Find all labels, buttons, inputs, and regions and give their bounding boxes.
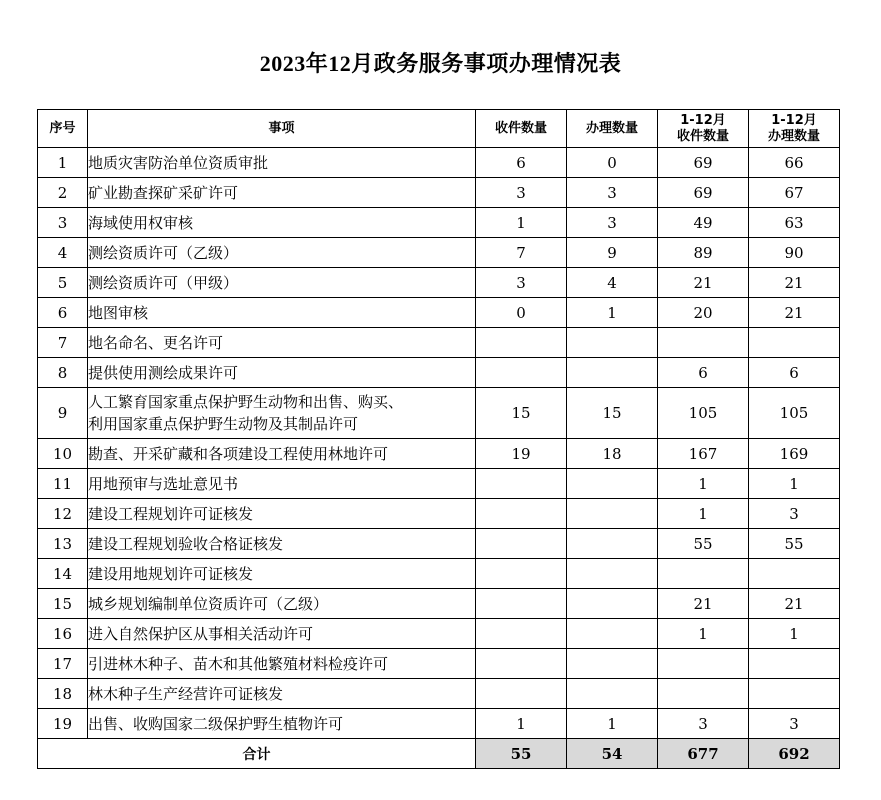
header-received: 收件数量	[476, 110, 567, 148]
total-received: 55	[476, 739, 567, 769]
cell-received: 15	[476, 388, 567, 439]
cell-ytd-handled: 21	[749, 298, 840, 328]
table-row	[38, 529, 840, 559]
table-row	[38, 559, 840, 589]
cell-ytd-handled: 6	[749, 358, 840, 388]
cell-ytd-received	[658, 649, 749, 679]
cell-ytd-handled: 21	[749, 268, 840, 298]
cell-handled	[567, 679, 658, 709]
cell-received	[476, 358, 567, 388]
cell-ytd-handled: 1	[749, 619, 840, 649]
cell-ytd-handled: 1	[749, 469, 840, 499]
cell-ytd-received: 3	[658, 709, 749, 739]
cell-seq: 14	[38, 559, 88, 589]
table-row	[38, 649, 840, 679]
cell-item: 建设工程规划验收合格证核发	[88, 529, 476, 559]
cell-item: 出售、收购国家二级保护野生植物许可	[88, 709, 476, 739]
cell-handled: 3	[567, 178, 658, 208]
cell-ytd-handled: 90	[749, 238, 840, 268]
cell-ytd-handled: 3	[749, 709, 840, 739]
table-row	[38, 328, 840, 358]
cell-received: 0	[476, 298, 567, 328]
header-item: 事项	[88, 110, 476, 148]
cell-item: 海域使用权审核	[88, 208, 476, 238]
cell-seq: 9	[38, 388, 88, 439]
cell-seq: 10	[38, 439, 88, 469]
cell-ytd-received: 20	[658, 298, 749, 328]
table-row	[38, 238, 840, 268]
table-row	[38, 679, 840, 709]
cell-received: 1	[476, 709, 567, 739]
service-items-table	[37, 109, 840, 769]
header-handled: 办理数量	[567, 110, 658, 148]
header-ytd-handled-line2: 办理数量	[767, 128, 820, 144]
cell-seq: 5	[38, 268, 88, 298]
cell-received: 3	[476, 268, 567, 298]
cell-handled: 9	[567, 238, 658, 268]
table-row	[38, 619, 840, 649]
table-row	[38, 439, 840, 469]
header-ytd-received	[658, 110, 749, 148]
total-label: 合计	[38, 739, 476, 769]
cell-ytd-received: 69	[658, 148, 749, 178]
header-ytd-received-line1: 1-12月	[680, 112, 726, 128]
header-ytd-handled-line1: 1-12月	[771, 112, 817, 128]
cell-handled: 0	[567, 148, 658, 178]
table-row	[38, 208, 840, 238]
table-row	[38, 268, 840, 298]
cell-ytd-handled: 21	[749, 589, 840, 619]
total-ytd-received: 677	[658, 739, 749, 769]
cell-item: 测绘资质许可（甲级）	[88, 268, 476, 298]
cell-handled	[567, 328, 658, 358]
cell-ytd-received: 89	[658, 238, 749, 268]
cell-item: 地名命名、更名许可	[88, 328, 476, 358]
page-title: 2023年12月政务服务事项办理情况表	[259, 51, 622, 76]
cell-seq: 7	[38, 328, 88, 358]
cell-ytd-received: 21	[658, 589, 749, 619]
table-row	[38, 589, 840, 619]
cell-seq: 6	[38, 298, 88, 328]
cell-ytd-handled: 63	[749, 208, 840, 238]
cell-item: 测绘资质许可（乙级）	[88, 238, 476, 268]
cell-ytd-received: 1	[658, 619, 749, 649]
cell-item: 用地预审与选址意见书	[88, 469, 476, 499]
cell-received: 7	[476, 238, 567, 268]
cell-handled	[567, 589, 658, 619]
table-row	[38, 178, 840, 208]
cell-received: 19	[476, 439, 567, 469]
cell-item-line2: 利用国家重点保护野生动物及其制品许可	[88, 415, 359, 433]
table-row	[38, 499, 840, 529]
cell-item: 引进林木种子、苗木和其他繁殖材料检疫许可	[88, 649, 476, 679]
cell-ytd-received: 1	[658, 499, 749, 529]
cell-seq: 16	[38, 619, 88, 649]
cell-seq: 1	[38, 148, 88, 178]
cell-received: 6	[476, 148, 567, 178]
cell-seq: 18	[38, 679, 88, 709]
cell-handled: 15	[567, 388, 658, 439]
cell-seq: 12	[38, 499, 88, 529]
cell-ytd-received: 1	[658, 469, 749, 499]
cell-item: 地质灾害防治单位资质审批	[88, 148, 476, 178]
cell-ytd-received: 167	[658, 439, 749, 469]
cell-ytd-received: 6	[658, 358, 749, 388]
cell-item: 勘查、开采矿藏和各项建设工程使用林地许可	[88, 439, 476, 469]
cell-seq: 15	[38, 589, 88, 619]
cell-handled	[567, 499, 658, 529]
cell-handled: 18	[567, 439, 658, 469]
cell-handled	[567, 649, 658, 679]
total-handled: 54	[567, 739, 658, 769]
table-row	[38, 469, 840, 499]
cell-handled	[567, 358, 658, 388]
cell-received	[476, 469, 567, 499]
table-row	[38, 388, 840, 439]
cell-ytd-received	[658, 679, 749, 709]
cell-item: 建设用地规划许可证核发	[88, 559, 476, 589]
cell-handled	[567, 619, 658, 649]
cell-received	[476, 589, 567, 619]
cell-handled: 1	[567, 709, 658, 739]
cell-handled: 4	[567, 268, 658, 298]
cell-ytd-handled: 105	[749, 388, 840, 439]
cell-seq: 11	[38, 469, 88, 499]
header-seq: 序号	[38, 110, 88, 148]
cell-item: 城乡规划编制单位资质许可（乙级）	[88, 589, 476, 619]
cell-ytd-handled	[749, 559, 840, 589]
cell-item-line1: 人工繁育国家重点保护野生动物和出售、购买、	[88, 393, 404, 411]
cell-item: 提供使用测绘成果许可	[88, 358, 476, 388]
cell-seq: 3	[38, 208, 88, 238]
cell-ytd-received	[658, 328, 749, 358]
cell-seq: 19	[38, 709, 88, 739]
cell-ytd-handled: 66	[749, 148, 840, 178]
cell-seq: 17	[38, 649, 88, 679]
cell-seq: 13	[38, 529, 88, 559]
table-row	[38, 298, 840, 328]
cell-item	[88, 388, 476, 439]
cell-handled: 1	[567, 298, 658, 328]
cell-handled: 3	[567, 208, 658, 238]
cell-item: 矿业勘查探矿采矿许可	[88, 178, 476, 208]
cell-received	[476, 619, 567, 649]
cell-received	[476, 328, 567, 358]
cell-item: 进入自然保护区从事相关活动许可	[88, 619, 476, 649]
cell-item: 地图审核	[88, 298, 476, 328]
cell-ytd-handled	[749, 679, 840, 709]
cell-ytd-received	[658, 559, 749, 589]
cell-handled	[567, 529, 658, 559]
cell-seq: 2	[38, 178, 88, 208]
cell-received	[476, 649, 567, 679]
cell-item: 建设工程规划许可证核发	[88, 499, 476, 529]
table-row	[38, 358, 840, 388]
cell-ytd-received: 49	[658, 208, 749, 238]
cell-seq: 8	[38, 358, 88, 388]
cell-item: 林木种子生产经营许可证核发	[88, 679, 476, 709]
cell-ytd-handled	[749, 328, 840, 358]
cell-handled	[567, 469, 658, 499]
cell-ytd-handled: 169	[749, 439, 840, 469]
cell-ytd-received: 21	[658, 268, 749, 298]
cell-ytd-handled: 3	[749, 499, 840, 529]
total-row	[38, 739, 840, 769]
cell-received	[476, 559, 567, 589]
cell-received	[476, 679, 567, 709]
table-row	[38, 709, 840, 739]
cell-ytd-handled	[749, 649, 840, 679]
total-ytd-handled: 692	[749, 739, 840, 769]
table-header-row	[38, 110, 840, 148]
cell-ytd-handled: 55	[749, 529, 840, 559]
cell-ytd-received: 105	[658, 388, 749, 439]
cell-received: 3	[476, 178, 567, 208]
cell-received	[476, 499, 567, 529]
header-ytd-received-line2: 收件数量	[676, 128, 729, 144]
table-row	[38, 148, 840, 178]
cell-ytd-received: 69	[658, 178, 749, 208]
cell-received	[476, 529, 567, 559]
header-ytd-handled	[749, 110, 840, 148]
cell-handled	[567, 559, 658, 589]
cell-seq: 4	[38, 238, 88, 268]
cell-ytd-received: 55	[658, 529, 749, 559]
cell-ytd-handled: 67	[749, 178, 840, 208]
cell-received: 1	[476, 208, 567, 238]
